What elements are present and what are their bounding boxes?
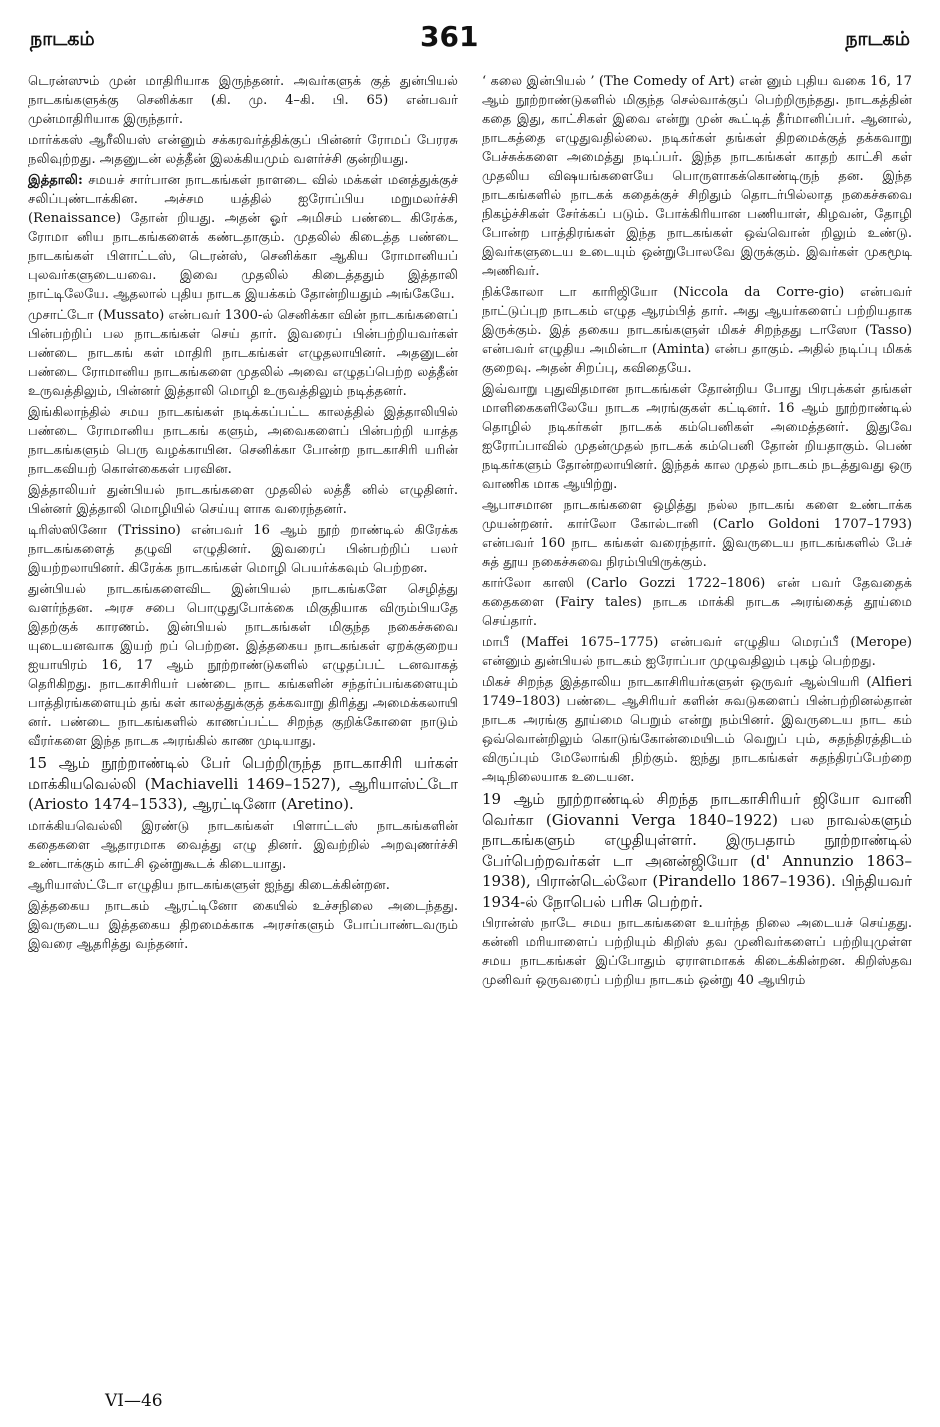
paragraph-text: மிகச் சிறந்த இத்தாலிய நாடகாசிரியர்களுள் ஒருவர் ஆல்பியரி (Alfieri 1749–1803) பண்டை ஆசிரியர் களின் சுவடுகளைப் பின்பற்றினல்தான் நாடக அரங்கு தூய்மை பெறும் என்று நம்பினர். இவருடைய நாட கம் ஒவ்வொன்றிலும் கொடுங்கோன்மையிடம் வெறுப் பும், சுதந்திரத்திடம் விருப்பும் மேலோங்கி நிற்கும். ஐந்து நாடகங்கள் சுதந்திரப்பேற்றை அடிநிலையாக உடையன. — [482, 675, 912, 785]
paragraph — [28, 521, 458, 578]
paragraph — [482, 914, 912, 990]
paragraph — [482, 789, 912, 912]
paragraph — [28, 580, 458, 751]
paragraph-text: முசாட்டோ (Mussato) என்பவர் 1300-ல் செனிக்கா வின் நாடகங்களைப் பின்பற்றிப் பல நாடகங்கள் செய் தார். இவரைப் பின்பற்றியவர்கள் பண்டை நாடகங் கள் மாதிரி நாடகங்கள் எழுதலாயினர். அதனுடன் பண்டை ரோமானிய நாடகங்களை முதலில் அவை எழுதப்பெற்ற லத்தீன் உருவத்திலும், பின்னர் இத்தாலி மொழி உருவத்திலும் நடித்தனர். — [28, 308, 458, 399]
paragraph-text: இங்கிலாந்தில் சமய நாடகங்கள் நடிக்கப்பட்ட காலத்தில் இத்தாலியில் பண்டை ரோமானிய நாடகங் களும், அவைகளைப் பின்பற்றி யாத்த நாடகங்களும் பெரு வழக்காயின. செனிக்கா போன்ற நாடகாசிரி யரின் நாடகவியற் கொள்கைகள் பரவின. — [28, 405, 458, 477]
paragraph — [28, 131, 458, 169]
paragraph — [28, 876, 458, 895]
paragraph-text: இவ்வாறு புதுவிதமான நாடகங்கள் தோன்றிய போது பிரபுக்கள் தங்கள் மாளிகைகளிலேயே நாடக அரங்குகள் கட்டினர். 16 ஆம் நூற்றாண்டில் தொழில் நடிகர்கள் நாடகக் கம்பெனிகள் அமைத்தனர். இதுவே ஐரோப்பாவில் முதன்முதல் நாடகக் கம்பெனி தோன் றியதாகும். பெண் நடிகர்களும் தோன்றலாயினர். இந்தக் கால முதல் நாடகம் நடத்துவது ஒரு வாணிக மாக ஆயிற்று. — [482, 382, 912, 492]
paragraph-text: துன்பியல் நாடகங்களைவிட இன்பியல் நாடகங்களே செழித்து வளர்ந்தன. அரச சபை பொழுதுபோக்கை மிகுதியாக விரும்பியதே இதற்குக் காரணம். இன்பியல் நாடகங்கள் மிகுந்த நகைச்சுவை யுடையனவாக இயற் றப் பெற்றன. இத்தகைய நாடகங்கள் ஏறக்குறைய ஐயாயிரம் 16, 17 ஆம் நூற்றாண்டுகளில் எழுதப்பட் டனவாகத் தெரிகிறது. நாடகாசிரியர் பண்டை நாட கங்களின் சந்தர்ப்பங்களையும் பாத்திரங்களையும் தங் கள் காலத்துக்குத் தக்கவாறு திரித்து அமைக்கலாயி னர். பண்டை நாடகங்களில் காணப்பட்ட சிறந்த குறிக்கோளை நாடும் வீரர்களை இந்த நாடக அரங்கில் காண முடியாது. — [28, 582, 458, 749]
paragraph-text: டெரன்ஸும் முன் மாதிரியாக இருந்தனர். அவர்களுக் குத் துன்பியல் நாடகங்களுக்கு செனிக்கா (கி. மு. 4–கி. பி. 65) என்பவர் முன்மாதிரியாக இருந்தார். — [28, 74, 458, 127]
paragraph-text: பிரான்ஸ் நாடே சமய நாடகங்களை உயர்ந்த நிலை அடையச் செய்தது. கன்னி மரியாளைப் பற்றியும் கிறிஸ் தவ முனிவர்களைப் பற்றியுமுள்ள சமய நாடகங்கள் இப்போதும் ஏராளமாகக் கிடைக்கின்றன. கிறிஸ்தவ முனிவர் ஒருவரைப் பற்றிய நாடகம் ஒன்று 40 ஆயிரம் — [482, 916, 912, 988]
running-head-right: நாடகம் — [845, 28, 910, 50]
paragraph-text: நிக்கோலா டா காரிஜியோ (Niccola da Corre-gio) என்பவர் நாட்டுப்புற நாடகம் எழுத ஆரம்பித் தார். அது ஆயர்களைப் பற்றியதாக இருக்கும். இத் தகைய நாடகங்களுள் மிகச் சிறந்தது டாஸோ (Tasso) என்பவர் எழுதிய அமின்டா (Aminta) என்ப தாகும். அதில் நடிப்பு மிகக் குறைவு. அதன் சிறப்பு, கவிதையே. — [482, 285, 912, 376]
paragraph-text: ‘ கலை இன்பியல் ’ (The Comedy of Art) என் னும் புதிய வகை 16, 17 ஆம் நூற்றாண்டுகளில் மிகுந்த செல்வாக்குப் பெற்றிருந்தது. நாடகத்தின் கதை இது, காட்சிகள் இவை என்று முன் கூட்டித் தீர்மானிப்பர். ஆனால், நாடகத்தை எழுதுவதில்லை. நடிகர்கள் தங்கள் திறமைக்குத் தக்கவாறு பேச்சுக்களை அமைத்து நடிப்பர். இந்த நாடகங்கள் காதற் காட்சி கள் முதலிய விஷயங்களையே பொருளாகக்கொண்டிருந் தன. இந்த நாடகங்களில் நாடகக் கதைக்குச் சிறிதும் தொடர்பில்லாத நகைச்சுவை நிகழ்ச்சிகள் சேர்க்கப் படும். போக்கிரியான பணியாள், கிழவன், தோழி போன்ற பாத்திரங்கள் இந்த நாடகங்கள் ஒவ்வொன் றிலும் உண்டு. இவர்களுடைய உடையும் ஒன்றுபோலவே இருக்கும். இவர்கள் முகமூடி அணிவர். — [482, 74, 912, 279]
volume-mark: VI—46 — [105, 1391, 163, 1411]
paragraph-text: சமயச் சார்பான நாடகங்கள் நாளடை வில் மக்கள் மனத்துக்குச் சலிப்புண்டாக்கின. அச்சம யத்தில் ஐரோப்பிய மறுமலர்ச்சி (Renaissance) தோன் றியது. அதன் ஓர் அமிசம் பண்டை கிரேக்க, ரோமா னிய நாடகங்களைக் கண்டதாகும். முதலில் கிடைத்த பண்டை நாடகங்கள் பிளாட்டஸ், டெரன்ஸ், செனிக்கா ஆகிய ரோமானியப் புலவர்களுடையவை. இவை முதலில் கிடைத்ததும் இத்தாலி நாட்டிலேயே. ஆதலால் புதிய நாடக இயக்கம் தோன்றியதும் அங்கேயே. — [28, 173, 458, 302]
left-column — [28, 72, 458, 956]
paragraph — [28, 72, 458, 129]
paragraph — [28, 403, 458, 479]
paragraph-text: மாபீ (Maffei 1675–1775) என்பவர் எழுதிய மெரப்பீ (Merope) என்னும் துன்பியல் நாடகம் ஐரோப்பா முழுவதிலும் புகழ் பெற்றது. — [482, 635, 912, 669]
paragraph — [28, 817, 458, 874]
paragraph-text: 15 ஆம் நூற்றாண்டில் பேர் பெற்றிருந்த நாடகாசிரி யர்கள் மாக்கியவெல்லி (Machiavelli 1469–1527), ஆரியாஸ்ட்டோ (Ariosto 1474–1533), ஆரட்டினோ (Aretino). — [28, 754, 458, 813]
paragraph — [28, 171, 458, 304]
paragraph-text: மார்க்கஸ் ஆரீலியஸ் என்னும் சக்கரவர்த்திக்குப் பின்னர் ரோமப் பேரரசு நலிவுற்றது. அதனுடன் லத்தீன் இலக்கியமும் வளர்ச்சி குன்றியது. — [28, 133, 458, 167]
paragraph — [482, 633, 912, 671]
paragraph — [482, 380, 912, 494]
paragraph-text: இத்தாலியர் துன்பியல் நாடகங்களை முதலில் லத்தீ னில் எழுதினர். பின்னர் இத்தாலி மொழியில் செய்யு ளாக வரைந்தனர். — [28, 483, 458, 517]
paragraph-text: டிரிஸ்ஸினோ (Trissino) என்பவர் 16 ஆம் நூற் றாண்டில் கிரேக்க நாடகங்களைத் தழுவி எழுதினர். இவரைப் பின்பற்றிப் பலர் இயற்றலாயினர். கிரேக்க நாடகங்கள் மொழி பெயர்க்கவும் பெற்றன. — [28, 523, 458, 576]
paragraph — [482, 574, 912, 631]
paragraph-text: கார்லோ காஸி (Carlo Gozzi 1722–1806) என் பவர் தேவதைக் கதைகளை (Fairy tales) நாடக மாக்கி நாடக அரங்கைத் தூய்மை செய்தார். — [482, 576, 912, 629]
page-header — [0, 20, 940, 62]
paragraph-text: இத்தகைய நாடகம் ஆரட்டினோ கையில் உச்சநிலை அடைந்தது. இவருடைய இத்தகைய திறமைக்காக அரசர்களும் போப்பாண்டவரும் இவரை ஆதரித்து வந்தனர். — [28, 898, 458, 952]
paragraph-text: 19 ஆம் நூற்றாண்டில் சிறந்த நாடகாசிரியர் ஜியோ வானி வெர்கா (Giovanni Verga 1840–1922) பல நாவல்களும் நாடகங்களும் எழுதியுள்ளர். இருபதாம் நூற்றாண்டில் பேர்பெற்றவர்கள் டா அனன்ஜியோ (d' Annunzio 1863–1938), பிரான்டெல்லோ (Pirandello 1867–1936). பிந்தியவர் 1934-ல் நோபெல் பரிசு பெற்றர். — [482, 790, 912, 911]
paragraph — [482, 283, 912, 378]
right-column — [482, 72, 912, 992]
paragraph — [28, 481, 458, 519]
paragraph — [28, 753, 458, 815]
paragraph-text: ஆபாசமான நாடகங்களை ஒழித்து நல்ல நாடகங் களை உண்டாக்க முயன்றனர். கார்லோ கோல்டானி (Carlo Goldoni 1707–1793) என்பவர் 160 நாட கங்கள் வரைந்தார். இவருடைய நாடகங்களில் பேச் சுத் தூய நகைச்சுவை நிரம்பியிருக்கும். — [482, 498, 912, 570]
paragraph — [482, 72, 912, 281]
paragraph-text: ஆரியாஸ்ட்டோ எழுதிய நாடகங்களுள் ஐந்து கிடைக்கின்றன. — [28, 877, 390, 893]
paragraph — [28, 306, 458, 401]
page-number: 361 — [420, 20, 479, 53]
paragraph — [482, 496, 912, 572]
section-lead: இத்தாலி: — [28, 173, 83, 188]
paragraph — [28, 897, 458, 954]
paragraph — [482, 673, 912, 787]
paragraph-text: மாக்கியவெல்லி இரண்டு நாடகங்கள் பிளாட்டஸ் நாடகங்களின் கதைகளை ஆதாரமாக வைத்து எழு தினர். இவற்றில் அறவுணர்ச்சி உண்டாக்கும் காட்சி ஒன்றுகூடக் கிடையாது. — [28, 818, 458, 872]
running-head-left: நாடகம் — [30, 28, 95, 50]
